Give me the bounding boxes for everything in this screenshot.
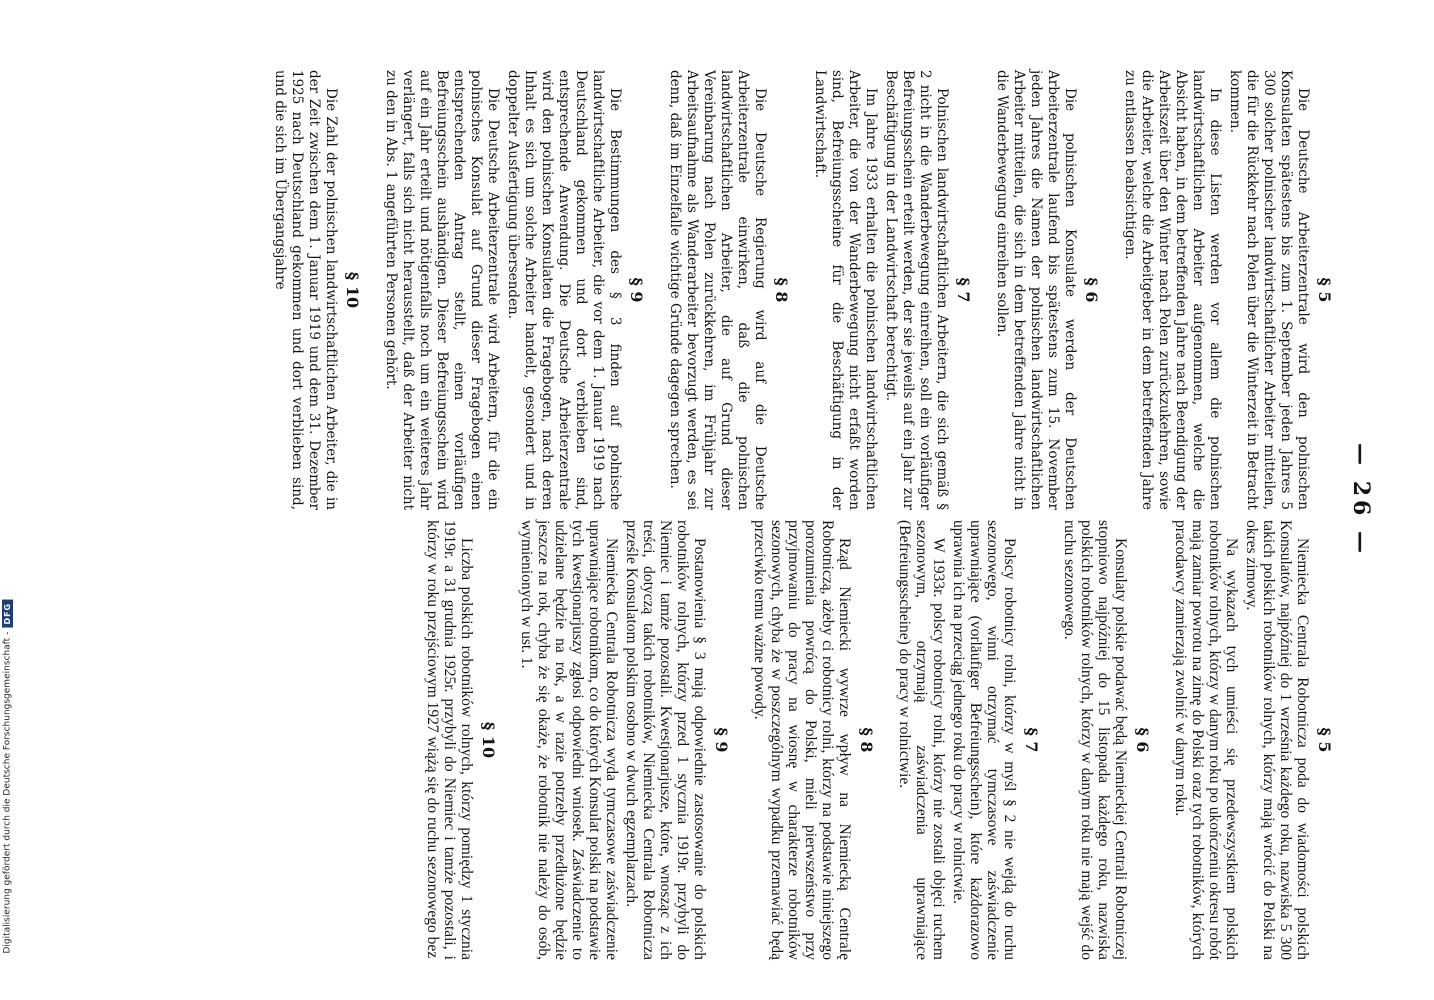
- credit-text: Digitalisierung gefördert durch die Deutsche Forschungsgemeinschaft -: [2, 631, 13, 954]
- section-heading: § 5: [1315, 727, 1334, 753]
- section-heading: § 6: [1133, 727, 1152, 753]
- section: [382, 70, 646, 510]
- section: [811, 70, 973, 510]
- paragraph: Rząd Niemiecki wywrze wpływ na Niemiecką Centralę Robotniczą, ażeby ci robotnicy rolni, którzy na podstawie niniejszego porozumienia powrócą do Polski, mieli pierwszeństwo przy przyjmowaniu do pracy na wiosnę w charakterze robotników sezonowych, chyba że w poszczególnym wypadku przemawiać będą przeciwko temu ważne powody.: [751, 520, 853, 960]
- section: [1121, 70, 1334, 510]
- section: [1061, 520, 1152, 960]
- paragraph: Postanowienia § 3 mają odpowiednie zastosowanie do polskich robotników rolnych, którzy przed 1 stycznia 1919r. przybyli do Niemiec i tamże pozostali. Kwestjonarjusze, które, wnosząc z ich treści, dotyczą takich robotników, Niemiecka Centrala Robotnicza prześle Konsulatom polskim osobno w dwuch egzemplarzach.: [623, 520, 708, 960]
- section-heading: § 8: [772, 277, 791, 303]
- paragraph: Die Deutsche Regierung wird auf die Deutsche Arbeiterzentrale einwirken, daß die polnischen landwirtschaftlichen Arbeiter, die auf Grund dieser Vereinbarung nach Polen zurückkehren, im Frühjahr zur Arbeitsaufnahme als Wanderarbeiter bevorzugt werden, es sei denn, daß im Einzelfalle wichtige Gründe dagegen sprechen.: [667, 70, 768, 510]
- paragraph: Niemiecka Centrala Robotnicza poda do wiadomości polskich Konsulatów, najpóźniej do 1 września każdego roku, nazwiska 5 300 takich polskich robotników rolnych, którzy mają wrócić do Polski na okres zimowy.: [1243, 520, 1311, 960]
- paragraph: Die Zahl der polnischen landwirtschaftlichen Arbeiter, die in der Zeit zwischen dem 1. Januar 1919 und dem 31. Dezember 1925 nach Deutschland gekommen und dort verblieben sind, und die sich im Übergangsjahre: [272, 70, 339, 510]
- paragraph: Die Bestimmungen des § 3 finden auf polnische landwirtschaftliche Arbeiter, die vor dem 1. Januar 1919 nach Deutschland gekommen und dort verblieben sind, entsprechende Anwendung. Die Deutsche Arbeiterzentrale wird den polnischen Konsulaten die Fragebogen, nach deren Inhalt es sich um solche Arbeiter handelt, gesondert und in doppelter Ausfertigung übersenden.: [505, 70, 623, 510]
- section-heading: § 7: [1022, 727, 1041, 753]
- paragraph: In diese Listen werden vor allem die polnischen landwirtschaftlichen Arbeiter aufgenommen, welche die Absicht haben, in dem betreffenden Jahre nach Beendigung der Arbeitszeit über den Winter nach Polen zurückzukehren, sowie die Arbeiter, welche die Arbeitgeber in dem betreffenden Jahre zu entlassen beabsichtigen.: [1122, 70, 1223, 510]
- section: [993, 70, 1101, 510]
- section-heading: § 8: [857, 727, 876, 753]
- section-heading: § 10: [343, 271, 362, 309]
- section: [424, 520, 498, 960]
- paragraph: Niemiecka Centrala Robotnicza wyda tymczasowe zaświadczenie uprawniające robotnikom, co do których Konsulat polski na podstawie tych kwestjonarjuszy zgłosi odpowiedni wniosek. Zaświadczenie to udzielane będzie na rok, a w razie potrzeby przedłużone będzie jeszcze na rok, chyba że się okaże, że robotnik nie należy do osób, wymienionych w ust. 1.: [518, 520, 620, 960]
- section-heading: § 6: [1082, 277, 1101, 303]
- paragraph: Im Jahre 1933 erhalten die polnischen landwirtschaftlichen Arbeiter, die von der Wanderbewegung nicht erfaßt worden sind, Befreiungsscheine für die Beschäftigung in der Landwirtschaft.: [812, 70, 879, 510]
- section: [518, 520, 731, 960]
- section: [271, 70, 362, 510]
- section: [751, 520, 876, 960]
- paragraph: Die Deutsche Arbeiterzentrale wird den polnischen Konsulaten spätestens bis zum 1. September jeden Jahres 5 300 solcher polnischer landwirtschaftlicher Arbeiter mitteilen, die für die Rückkehr nach Polen über die Winterzeit in Betracht kommen.: [1227, 70, 1311, 510]
- paragraph: Liczba polskich robotników rolnych, którzy pomiędzy 1 stycznia 1919r. a 31 grudnia 1925r. przybyli do Niemiec i tamże pozostali, i którzy w roku przejściowym 1927 wiążą się do ruchu sezonowego bez: [424, 520, 475, 960]
- paragraph: Die Deutsche Arbeiterzentrale wird Arbeitern, für die ein polnisches Konsulat auf Grund dieser Fragebogen einen entsprechenden Antrag stellt, einen vorläufigen Befreiungsschein aushändigen. Dieser Befreiungsschein wird auf ein Jahr erteilt und nötigenfalls noch um ein weiteres Jahr verlängert, falls sich nicht herausstellt, daß der Arbeiter nicht zu den in Abs. 1 angeführten Personen gehört.: [383, 70, 501, 510]
- section-heading: § 9: [712, 727, 731, 753]
- section-heading: § 7: [954, 277, 973, 303]
- paragraph: Die polnischen Konsulate werden der Deutschen Arbeiterzentrale laufend bis spätestens zum 15. November jeden Jahres die Namen der polnischen landwirtschaftlichen Arbeiter mitteilen, die sich in dem betreffenden Jahre nicht in die Wanderbewegung einreihen sollen.: [994, 70, 1078, 510]
- german-column: [251, 70, 1334, 510]
- paragraph: Na wykazach tych umieści się przedewszystkiem polskich robotników rolnych, którzy w danym roku po ukończeniu okresu robót mają zamiar powrotu na zimę do Polski oraz tych robotników, których pracodawcy zamierzają zwolnić w danym roku.: [1172, 520, 1240, 960]
- section-heading: § 9: [627, 277, 646, 303]
- section: [1172, 520, 1334, 960]
- paragraph: Polscy robotnicy rolni, którzy w myśl § 2 nie wejdą do ruchu sezonowego, winni otrzymać tymczasowe zaświadczenie uprawniające (vorläufiger Befreiungsschein), które każdorazowo uprawnia ich na przeciąg jednego roku do pracy w rolnictwie.: [950, 520, 1018, 960]
- paragraph: Konsulaty polskie podawać będą Niemieckiej Centrali Robotniczej stopniowo najpóźniej do 15 listopada każdego roku, nazwiska polskich robotników rolnych, którzy w danym roku nie mają wejść do ruchu sezonowego.: [1061, 520, 1129, 960]
- dfg-logo: DFG: [2, 600, 13, 628]
- polish-column: [404, 520, 1334, 960]
- section: [666, 70, 791, 510]
- paragraph: Polnischen landwirtschaftlichen Arbeitern, die sich gemäß § 2 nicht in die Wanderbewegung einreihen, soll ein vorläufiger Befreiungsschein erteilt werden, der sie jeweils auf ein Jahr zur Beschäftigung in der Landwirtschaft berechtigt.: [883, 70, 950, 510]
- section: [896, 520, 1041, 960]
- page-number: — 26 —: [1348, 443, 1374, 557]
- section-heading: § 5: [1315, 277, 1334, 303]
- paragraph: W 1933r. polscy robotnicy rolni, którzy nie zostali objęci ruchem sezonowym, otrzymają zaświadczenia uprawniające (Befreiungsscheine) do pracy w rolnictwie.: [896, 520, 947, 960]
- section-heading: § 10: [479, 721, 498, 759]
- digitization-credit: [2, 600, 13, 954]
